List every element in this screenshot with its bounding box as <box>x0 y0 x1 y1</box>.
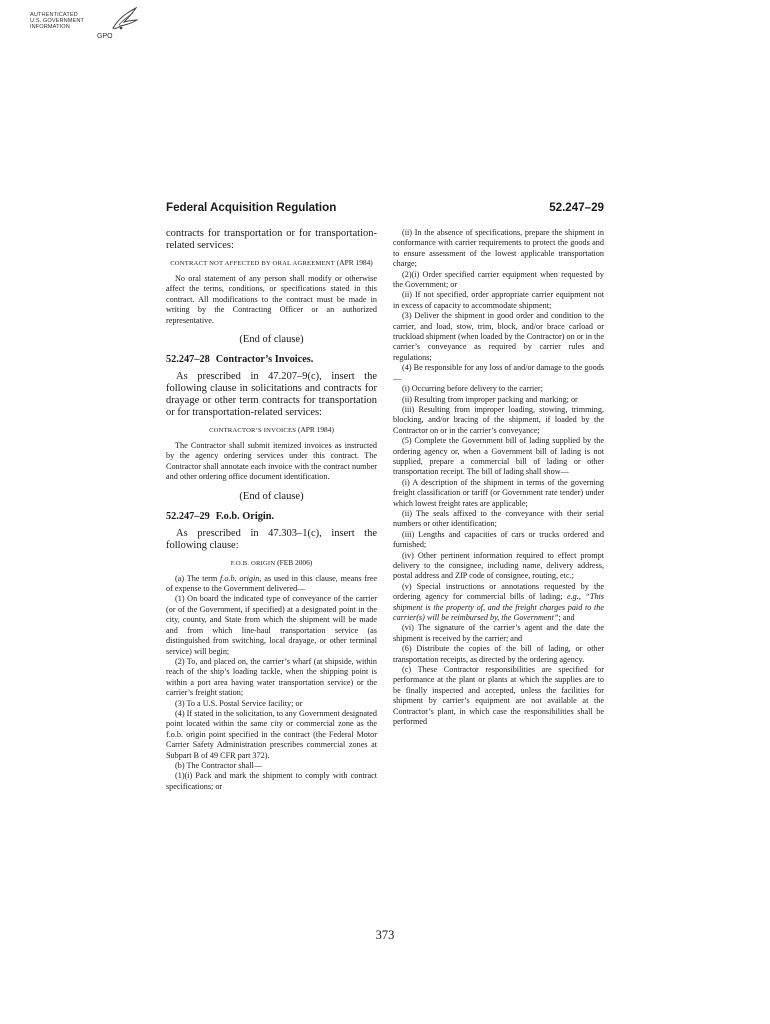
paragraph-b2i: (2)(i) Order specified carrier equipment when requested by the Government; or <box>393 269 604 290</box>
logo-line-2: U.S. GOVERNMENT <box>30 18 85 24</box>
paragraph-a3: (3) To a U.S. Postal Service facility; or <box>175 698 303 708</box>
paragraph-b: (b) The Contractor shall— <box>175 760 262 770</box>
logo-mark-text: GPO <box>97 33 113 40</box>
section-number: 52.247–28 <box>166 354 210 366</box>
clause-title-text: CONTRACT NOT AFFECTED BY ORAL AGREEMENT <box>170 260 335 267</box>
clause-date: (APR 1984) <box>297 425 334 435</box>
running-header <box>166 201 604 217</box>
paragraph-a1: (1) On board the indicated type of conveyance of the carrier (or of the Government, if specified) at a designated point in the city, county, and State from which the shipment will be made and from which line-haul transportation service (as distinguished from switching, local drayage, or other terminal service) will begin; <box>166 594 377 656</box>
header-title: Federal Acquisition Regulation <box>166 201 337 214</box>
clause-date: (FEB 2006) <box>277 557 313 567</box>
clause-title-text: F.O.B. ORIGIN <box>230 559 276 567</box>
end-of-clause: (End of clause) <box>239 490 304 502</box>
paragraph-text: (v) Special instructions or annotations requested by the ordering agency for commercial bills of lading; <box>393 581 604 602</box>
paragraph-b3: (3) Deliver the shipment in good order and condition to the carrier, and load, stow, trim, block, and/or brace carload or truckload shipment (when loaded by the Contractor) on or in the carrier’s conveyance as required by carrier rules and regulations; <box>393 311 605 362</box>
section-heading-52-247-28 <box>166 354 377 366</box>
header-section-number: 52.247–29 <box>549 201 604 214</box>
continued-paragraph: contracts for transportation or for transportation-related services: <box>166 228 377 251</box>
paragraph-a <box>166 574 377 595</box>
clause-title-oral-agreement <box>166 258 377 269</box>
clause-date: (APR 1984) <box>336 258 373 267</box>
section-title: F.o.b. Origin. <box>215 510 275 522</box>
paragraph-b4: (4) Be responsible for any loss of and/or damage to the goods— <box>393 363 604 383</box>
prescription-paragraph: As prescribed in 47.303–1(c), insert the following clause: <box>166 527 377 551</box>
logo-line-3: INFORMATION <box>30 24 70 30</box>
clause-text-contractors-invoices: The Contractor shall submit itemized invoices as instructed by the agency ordering services under this contract. The Contractor shall annotate each invoice with the contract number and other ordering office document identification. <box>166 441 377 482</box>
paragraph-b2ii: (ii) If not specified, order appropriate carrier equipment not in excess of capacity to accommodate shipment; <box>393 290 604 310</box>
clause-text-oral-agreement: No oral statement of any person shall modify or otherwise affect the terms, conditions, or specifications stated in this contract. All modifications to the contract must be made in writing by the Contracting Officer or an authorized representative. <box>166 274 377 325</box>
defined-term: f.o.b. origin <box>220 573 260 583</box>
paragraph-text: , as used in this clause, means free of expense to the Government delivered— <box>166 573 378 594</box>
section-heading-52-247-29 <box>166 511 377 523</box>
left-column <box>166 228 377 792</box>
paragraph-text: ; and <box>558 613 575 623</box>
paragraph-b1ii: (ii) In the absence of specifications, prepare the shipment in conformance with carrier requirements to protect the goods and to ensure assessment of the lowest applicable transportation charge; <box>393 228 604 269</box>
paragraph-b4iii: (iii) Resulting from improper loading, stowing, trimming, blocking, and/or bracing of the shipment, if loaded by the Contractor on or in the carrier’s conveyance; <box>393 404 604 435</box>
paragraph-a2: (2) To, and placed on, the carrier’s wharf (at shipside, within reach of the ship’s loading tackle, when the shipping point is within a port area having water transportation service) or the carrier’s freight station; <box>166 656 377 698</box>
right-column <box>393 228 604 728</box>
paragraph-b5ii: (ii) The seals affixed to the conveyance with their serial numbers or other identification; <box>393 508 604 529</box>
page-number: 373 <box>375 928 395 942</box>
end-of-clause: (End of clause) <box>239 334 304 346</box>
prescription-paragraph: As prescribed in 47.207–9(c), insert the following clause in solicitations and contracts for drayage or other term contracts for transportation or for transportation-related services: <box>166 371 377 419</box>
paragraph-b5iv: (iv) Other pertinent information required to effect prompt delivery to the consignee, including name, delivery address, postal address and ZIP code of consignee, routing, etc.; <box>393 550 604 581</box>
gpo-authentication-logo <box>30 6 142 50</box>
paragraph-a4: (4) If stated in the solicitation, to any Government designated point located within the same city or commercial zone as the f.o.b. origin point specified in the contract (the Federal Motor Carrier Safety Administration prescribes commercial zones at Subpart B of 49 CFR part 372). <box>166 708 377 760</box>
example-abbrev: e.g., <box>567 592 581 602</box>
paragraph-c: (c) These Contractor responsibilities are specified for performance at the plant or plants at which the supplies are to be finally inspected and accepted, unless the facilities for shipment by carrier’s equipment are not available at the Contractor’s plant, in which case the responsibilities shall be performed <box>393 665 604 727</box>
example-quote: “This shipment is the property of, and the freight charges paid to the carrier(s) will be reimbursed by, the Government” <box>393 592 604 623</box>
paragraph-b5i: (i) A description of the shipment in terms of the governing freight classification or tariff (or Government rate tender) under which lowest freight rates are applicable; <box>393 477 604 508</box>
paragraph-b4ii: (ii) Resulting from improper packing and marking; or <box>402 394 578 404</box>
clause-title-contractors-invoices <box>166 425 377 436</box>
section-title: Contractor’s Invoices. <box>215 354 314 366</box>
eagle-icon <box>110 6 140 36</box>
paragraph-b5: (5) Complete the Government bill of lading supplied by the ordering agency or, when a Government bill of lading is not supplied, prepare a commercial bill of lading or other transportation receipt. The bill of lading shall show— <box>393 436 604 477</box>
clause-title-fob-origin <box>166 558 377 569</box>
paragraph-b5iii: (iii) Lengths and capacities of cars or trucks ordered and furnished; <box>393 529 604 550</box>
paragraph-b4i: (i) Occurring before delivery to the carrier; <box>402 384 543 394</box>
clause-title-text: CONTRACTOR’S INVOICES <box>209 427 297 435</box>
paragraph-b5vi: (vi) The signature of the carrier’s agent and the date the shipment is received by the carrier; and <box>393 623 604 643</box>
paragraph-text: (a) The term <box>175 573 220 583</box>
logo-line-1: AUTHENTICATED <box>30 12 78 18</box>
paragraph-b5v <box>393 582 604 624</box>
paragraph-b1i: (1)(i) Pack and mark the shipment to comply with contract specifications; or <box>166 771 377 791</box>
section-number: 52.247–29 <box>166 510 210 522</box>
paragraph-b6: (6) Distribute the copies of the bill of lading, or other transportation receipts, as directed by the ordering agency. <box>393 644 604 664</box>
